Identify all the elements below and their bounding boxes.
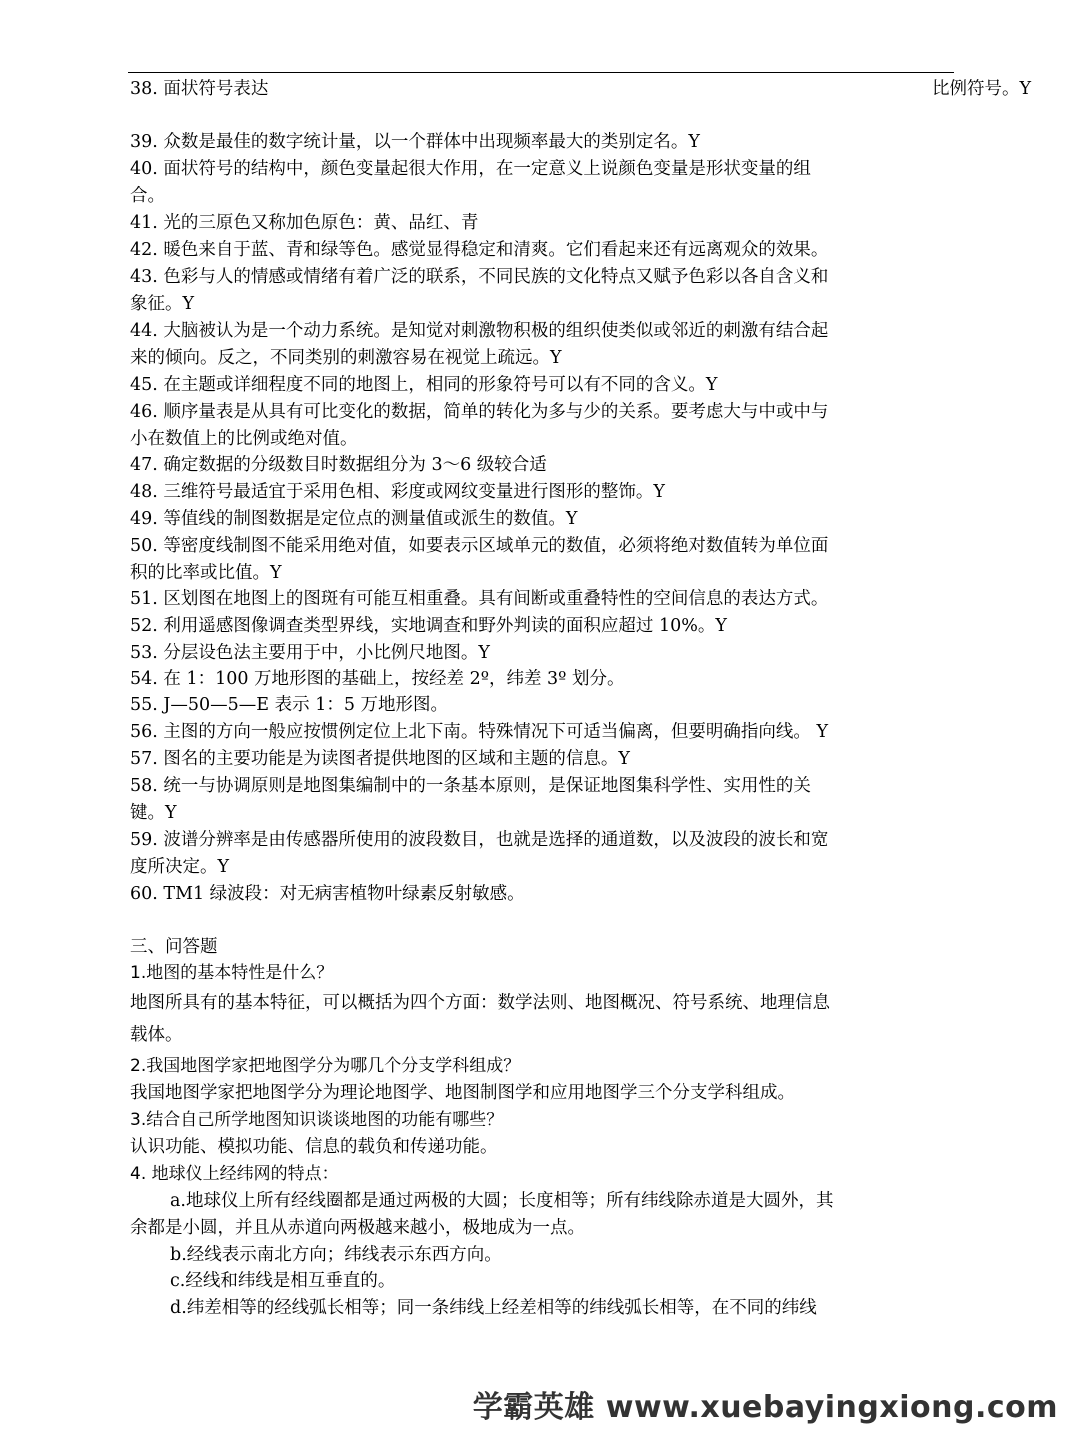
item-58-line1: 58. 统一与协调原则是地图集编制中的一条基本原则，是保证地图集科学性、实用性的关 bbox=[130, 776, 811, 796]
item-50-line2: 积的比率或比值。Y bbox=[130, 563, 282, 583]
item-46-line2: 小在数值上的比例或绝对值。 bbox=[130, 429, 358, 449]
item-41: 41. 光的三原色又称加色原色：黄、品红、青 bbox=[130, 213, 479, 233]
item-50-line1: 50. 等密度线制图不能采用绝对值，如要表示区域单元的数值，必须将绝对数值转为单位面 bbox=[130, 536, 829, 556]
question-2: 2.我国地图学家把地图学分为哪几个分支学科组成？ bbox=[130, 1056, 521, 1076]
item-46-line1: 46. 顺序量表是从具有可比变化的数据，简单的转化为多与少的关系。要考虑大与中或中与 bbox=[130, 402, 829, 422]
answer-1-line1: 地图所具有的基本特征，可以概括为四个方面：数学法则、地图概况、符号系统、地理信息 bbox=[130, 993, 830, 1013]
item-45: 45. 在主题或详细程度不同的地图上，相同的形象符号可以有不同的含义。Y bbox=[130, 375, 718, 395]
answer-4-d: d.纬差相等的经线弧长相等；同一条纬线上经差相等的纬线弧长相等，在不同的纬线 bbox=[170, 1298, 817, 1318]
answer-4-b: b.经线表示南北方向；纬线表示东西方向。 bbox=[170, 1245, 502, 1265]
item-38 bbox=[130, 76, 1032, 102]
top-rule bbox=[128, 72, 954, 73]
item-38-left: 38. 面状符号表达 bbox=[130, 79, 269, 99]
item-47: 47. 确定数据的分级数目时数据组分为 3～6 级较合适 bbox=[130, 455, 547, 475]
item-51: 51. 区划图在地图上的图斑有可能互相重叠。具有间断或重叠特性的空间信息的表达方式。 bbox=[130, 589, 829, 609]
item-40-line2: 合。 bbox=[130, 186, 165, 206]
item-55: 55. J—50—5—E 表示 1：5 万地形图。 bbox=[130, 695, 449, 715]
item-44-line1: 44. 大脑被认为是一个动力系统。是知觉对刺激物积极的组织使类似或邻近的刺激有结合起 bbox=[130, 321, 829, 341]
item-39: 39. 众数是最佳的数字统计量，以一个群体中出现频率最大的类别定名。Y bbox=[130, 132, 700, 152]
question-3: 3.结合自己所学地图知识谈谈地图的功能有哪些？ bbox=[130, 1110, 504, 1130]
answer-4-c: c.经线和纬线是相互垂直的。 bbox=[170, 1271, 396, 1291]
item-48: 48. 三维符号最适宜于采用色相、彩度或网纹变量进行图形的整饰。Y bbox=[130, 482, 665, 502]
section-3-heading: 三、问答题 bbox=[130, 937, 218, 957]
answer-4-a-line1: a.地球仪上所有经线圈都是通过两极的大圆；长度相等；所有纬线除赤道是大圆外，其 bbox=[170, 1191, 834, 1211]
answer-4-a-line2: 余都是小圆，并且从赤道向两极越来越小，极地成为一点。 bbox=[130, 1218, 585, 1238]
answer-1-line2: 载体。 bbox=[130, 1025, 183, 1045]
item-49: 49. 等值线的制图数据是定位点的测量值或派生的数值。Y bbox=[130, 509, 578, 529]
item-56: 56. 主图的方向一般应按惯例定位上北下南。特殊情况下可适当偏离，但要明确指向线。 Y bbox=[130, 722, 829, 742]
item-60: 60. TM1 绿波段：对无病害植物叶绿素反射敏感。 bbox=[130, 884, 525, 904]
item-40-line1: 40. 面状符号的结构中，颜色变量起很大作用，在一定意义上说颜色变量是形状变量的组 bbox=[130, 159, 811, 179]
item-53: 53. 分层设色法主要用于中，小比例尺地图。Y bbox=[130, 643, 490, 663]
item-57: 57. 图名的主要功能是为读图者提供地图的区域和主题的信息。Y bbox=[130, 749, 630, 769]
item-54: 54. 在 1：100 万地形图的基础上，按经差 2º，纬差 3º 划分。 bbox=[130, 669, 625, 689]
item-52: 52. 利用遥感图像调查类型界线，实地调查和野外判读的面积应超过 10%。Y bbox=[130, 616, 727, 636]
question-4: 4. 地球仪上经纬网的特点： bbox=[130, 1164, 339, 1184]
question-1: 1.地图的基本特性是什么？ bbox=[130, 963, 334, 983]
item-59-line2: 度所决定。Y bbox=[130, 857, 230, 877]
item-43-line1: 43. 色彩与人的情感或情绪有着广泛的联系，不同民族的文化特点又赋予色彩以各自含义和 bbox=[130, 267, 829, 287]
item-38-right: 比例符号。Y bbox=[932, 79, 1032, 99]
item-59-line1: 59. 波谱分辨率是由传感器所使用的波段数目，也就是选择的通道数，以及波段的波长和宽 bbox=[130, 830, 829, 850]
site-watermark: 学霸英雄 www.xuebayingxiong.com bbox=[472, 1390, 1058, 1425]
answer-3: 认识功能、模拟功能、信息的载负和传递功能。 bbox=[130, 1137, 498, 1157]
item-42: 42. 暖色来自于蓝、青和绿等色。感觉显得稳定和清爽。它们看起来还有远离观众的效果。 bbox=[130, 240, 829, 260]
item-43-line2: 象征。Y bbox=[130, 294, 195, 314]
item-44-line2: 来的倾向。反之，不同类别的刺激容易在视觉上疏远。Y bbox=[130, 348, 562, 368]
item-58-line2: 键。Y bbox=[130, 803, 177, 823]
answer-2: 我国地图学家把地图学分为理论地图学、地图制图学和应用地图学三个分支学科组成。 bbox=[130, 1083, 795, 1103]
